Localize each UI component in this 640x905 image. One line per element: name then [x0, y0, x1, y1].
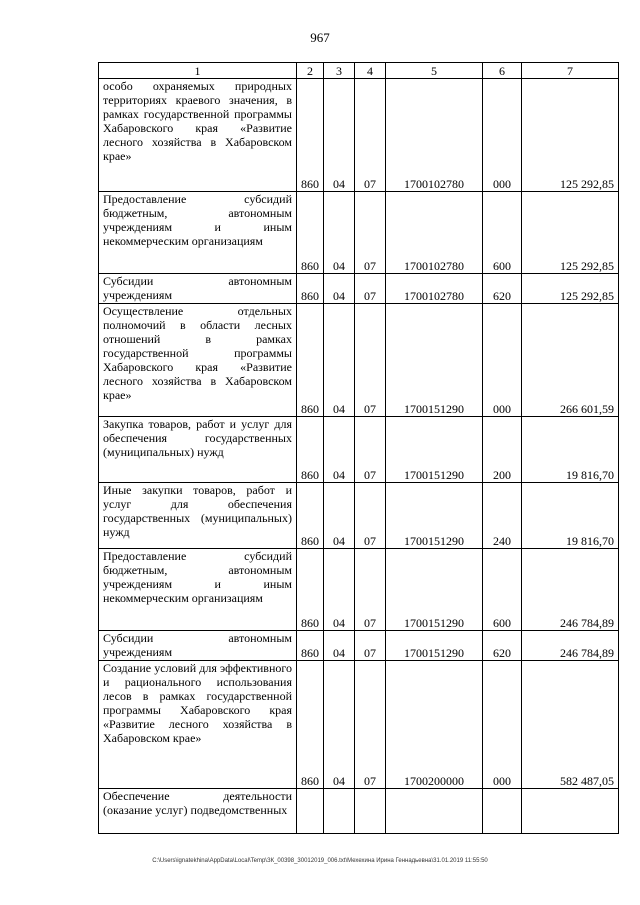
- budget-cell-target-article: 1700200000: [386, 661, 483, 789]
- header-col-6: 6: [483, 63, 522, 79]
- table-row: [99, 304, 619, 417]
- budget-cell-subsection: 07: [355, 483, 386, 549]
- budget-cell-subsection: 07: [355, 661, 386, 789]
- budget-cell-subsection: [355, 789, 386, 834]
- budget-cell-subsection: 07: [355, 631, 386, 661]
- budget-cell-expense-type: 000: [483, 661, 522, 789]
- budget-cell-target-article: 1700102780: [386, 192, 483, 274]
- budget-cell-expense-type: 240: [483, 483, 522, 549]
- budget-cell-expense-type: 600: [483, 192, 522, 274]
- budget-cell-subsection: 07: [355, 79, 386, 192]
- table-row: [99, 274, 619, 304]
- table-row: [99, 661, 619, 789]
- budget-item-name: Осуществление отдельных полномочий в области лесных отношений в рамках государственной программы Хабаровского края «Развитие лесного хозяйства в Хабаровском крае»: [99, 304, 297, 417]
- budget-item-name: Создание условий для эффективного и рационального использования лесов в рамках государственной программы Хабаровского края «Развитие лесного хозяйства в Хабаровском крае»: [99, 661, 297, 789]
- budget-cell-amount: 582 487,05: [522, 661, 619, 789]
- budget-cell-ministry: 860: [297, 483, 324, 549]
- budget-cell-subsection: 07: [355, 192, 386, 274]
- table-row: [99, 79, 619, 192]
- budget-cell-section: 04: [324, 417, 355, 483]
- header-col-5: 5: [386, 63, 483, 79]
- budget-item-name: Обеспечение деятельности (оказание услуг) подведомственных: [99, 789, 297, 834]
- budget-cell-section: 04: [324, 631, 355, 661]
- budget-cell-expense-type: 600: [483, 549, 522, 631]
- table-row: [99, 631, 619, 661]
- budget-cell-ministry: 860: [297, 417, 324, 483]
- header-row: [99, 63, 619, 79]
- budget-cell-ministry: 860: [297, 631, 324, 661]
- budget-cell-subsection: 07: [355, 304, 386, 417]
- budget-cell-ministry: 860: [297, 192, 324, 274]
- budget-cell-amount: [522, 789, 619, 834]
- budget-cell-amount: 266 601,59: [522, 304, 619, 417]
- budget-item-name: Иные закупки товаров, работ и услуг для обеспечения государственных (муниципальных) нужд: [99, 483, 297, 549]
- budget-cell-amount: 19 816,70: [522, 417, 619, 483]
- budget-cell-ministry: 860: [297, 549, 324, 631]
- budget-cell-section: 04: [324, 304, 355, 417]
- budget-cell-target-article: 1700151290: [386, 304, 483, 417]
- budget-item-name: особо охраняемых природных территориях краевого значения, в рамках государственной программы Хабаровского края «Развитие лесного хозяйства в Хабаровском крае»: [99, 79, 297, 192]
- table-row: [99, 483, 619, 549]
- budget-cell-section: 04: [324, 483, 355, 549]
- budget-cell-amount: 19 816,70: [522, 483, 619, 549]
- budget-cell-target-article: 1700151290: [386, 549, 483, 631]
- header-col-7: 7: [522, 63, 619, 79]
- budget-cell-section: 04: [324, 79, 355, 192]
- budget-cell-subsection: 07: [355, 417, 386, 483]
- page-number: 967: [310, 30, 330, 45]
- table-row: [99, 192, 619, 274]
- budget-cell-ministry: 860: [297, 304, 324, 417]
- file-path-footer: C:\Users\ignatekhina\AppData\Local\Temp\ЗК_00398_30012019_006.txt\Мехехина Ирина Геннадьевна\31.01.2019 11:55:50: [152, 858, 488, 864]
- budget-cell-ministry: 860: [297, 274, 324, 304]
- table-row: [99, 549, 619, 631]
- budget-cell-section: 04: [324, 274, 355, 304]
- budget-cell-ministry: [297, 789, 324, 834]
- budget-cell-target-article: 1700102780: [386, 79, 483, 192]
- budget-cell-section: 04: [324, 192, 355, 274]
- budget-cell-section: 04: [324, 661, 355, 789]
- header-col-3: 3: [324, 63, 355, 79]
- budget-cell-target-article: 1700102780: [386, 274, 483, 304]
- budget-cell-amount: 125 292,85: [522, 192, 619, 274]
- budget-cell-expense-type: 620: [483, 274, 522, 304]
- budget-cell-subsection: 07: [355, 274, 386, 304]
- budget-item-name: Субсидии автономным учреждениям: [99, 274, 297, 304]
- table-row: [99, 789, 619, 834]
- budget-cell-section: [324, 789, 355, 834]
- budget-cell-target-article: 1700151290: [386, 631, 483, 661]
- budget-cell-amount: 125 292,85: [522, 274, 619, 304]
- budget-cell-ministry: 860: [297, 661, 324, 789]
- budget-cell-target-article: 1700151290: [386, 417, 483, 483]
- header-col-1: 1: [99, 63, 297, 79]
- budget-cell-amount: 246 784,89: [522, 631, 619, 661]
- budget-cell-target-article: [386, 789, 483, 834]
- budget-cell-subsection: 07: [355, 549, 386, 631]
- budget-cell-expense-type: [483, 789, 522, 834]
- budget-cell-expense-type: 000: [483, 79, 522, 192]
- budget-item-name: Закупка товаров, работ и услуг для обеспечения государственных (муниципальных) нужд: [99, 417, 297, 483]
- budget-cell-expense-type: 620: [483, 631, 522, 661]
- budget-table: [98, 62, 619, 834]
- budget-cell-amount: 246 784,89: [522, 549, 619, 631]
- budget-cell-expense-type: 000: [483, 304, 522, 417]
- budget-cell-target-article: 1700151290: [386, 483, 483, 549]
- budget-item-name: Предоставление субсидий бюджетным, автономным учреждениям и иным некоммерческим организациям: [99, 192, 297, 274]
- header-col-4: 4: [355, 63, 386, 79]
- header-col-2: 2: [297, 63, 324, 79]
- budget-cell-ministry: 860: [297, 79, 324, 192]
- budget-cell-section: 04: [324, 549, 355, 631]
- budget-cell-expense-type: 200: [483, 417, 522, 483]
- budget-cell-amount: 125 292,85: [522, 79, 619, 192]
- budget-item-name: Предоставление субсидий бюджетным, автономным учреждениям и иным некоммерческим организациям: [99, 549, 297, 631]
- budget-item-name: Субсидии автономным учреждениям: [99, 631, 297, 661]
- table-row: [99, 417, 619, 483]
